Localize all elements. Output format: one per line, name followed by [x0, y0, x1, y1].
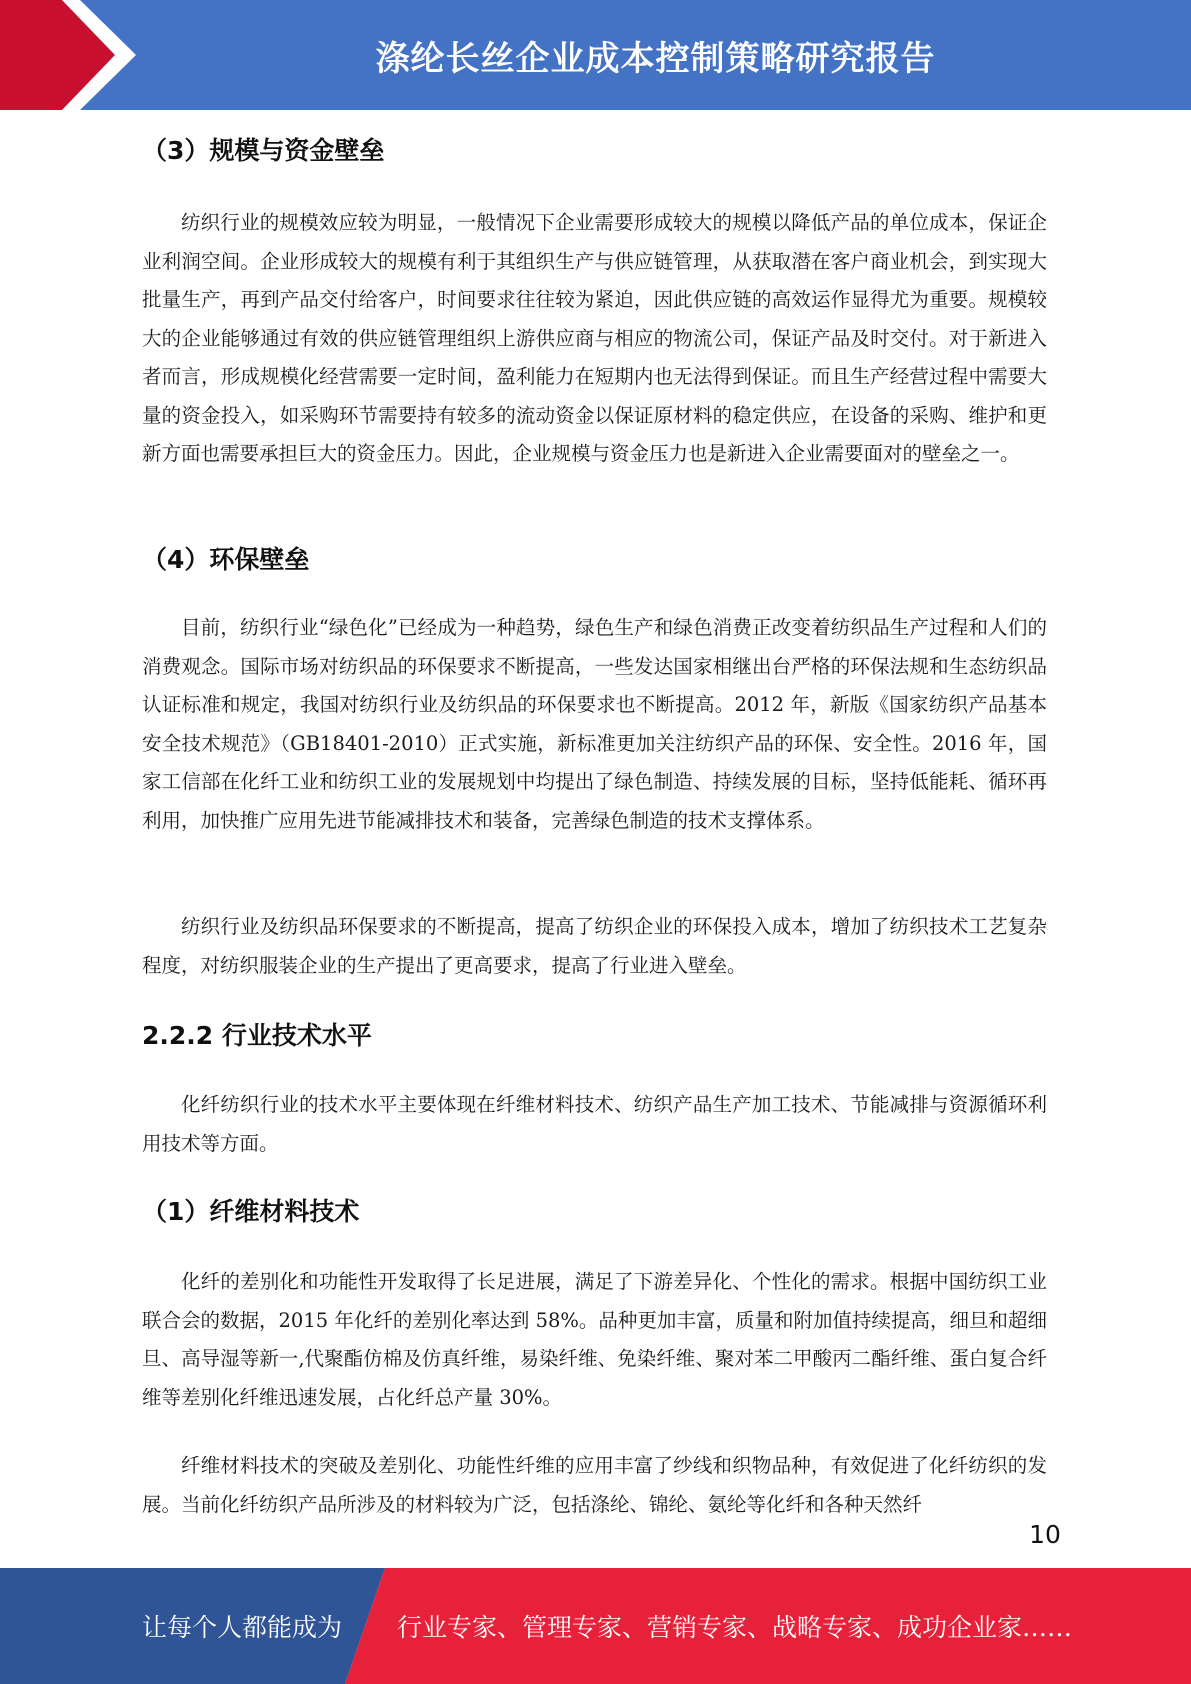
- paragraph-scale-capital: 纺织行业的规模效应较为明显，一般情况下企业需要形成较大的规模以降低产品的单位成本，保证企业利润空间。企业形成较大的规模有利于其组织生产与供应链管理，从获取潜在客户商业机会，到实现大批量生产，再到产品交付给客户，时间要求往往较为紧迫，因此供应链的高效运作显得尤为重要。规模较大的企业能够通过有效的供应链管理组织上游供应商与相应的物流公司，保证产品及时交付。对于新进入者而言，形成规模化经营需要一定时间，盈利能力在短期内也无法得到保证。而且生产经营过程中需要大量的资金投入，如采购环节需要持有较多的流动资金以保证原材料的稳定供应，在设备的采购、维护和更新方面也需要承担巨大的资金压力。因此，企业规模与资金压力也是新进入企业需要面对的壁垒之一。: [142, 211, 1047, 465]
- footer-slogan-left: 让每个人都能成为: [142, 1613, 343, 1642]
- page-number: 10: [1029, 1520, 1061, 1549]
- section-heading-scale-capital: （3）规模与资金壁垒: [142, 136, 385, 165]
- section-heading-tech-level: 2.2.2 行业技术水平: [142, 1021, 372, 1050]
- document-title: 涤纶长丝企业成本控制策略研究报告: [375, 38, 936, 79]
- paragraph-fiber-material-2: 纤维材料技术的突破及差别化、功能性纤维的应用丰富了纱线和织物品种，有效促进了化纤纺织的发展。当前化纤纺织产品所涉及的材料较为广泛，包括涤纶、锦纶、氨纶等化纤和各种天然纤: [142, 1454, 1047, 1516]
- section-heading-environmental: （4）环保壁垒: [142, 545, 310, 574]
- section-heading-fiber-material: （1）纤维材料技术: [142, 1197, 360, 1226]
- footer-band: [0, 1568, 1191, 1684]
- footer-slogan-right: 行业专家、管理专家、营销专家、战略专家、成功企业家……: [397, 1613, 1073, 1642]
- header-band: [0, 0, 1191, 110]
- paragraph-tech-level: 化纤纺织行业的技术水平主要体现在纤维材料技术、纺织产品生产加工技术、节能减排与资源循环利用技术等方面。: [142, 1093, 1047, 1155]
- paragraph-fiber-material-1: 化纤的差别化和功能性开发取得了长足进展，满足了下游差异化、个性化的需求。根据中国纺织工业联合会的数据，2015 年化纤的差别化率达到 58%。品种更加丰富，质量和附加值持续提高，细旦和超细旦、高导湿等新一,代聚酯仿棉及仿真纤维，易染纤维、免染纤维、聚对苯二甲酸丙二酯纤维、蛋白复合纤维等差别化纤维迅速发展，占化纤总产量 30%。: [142, 1270, 1047, 1409]
- paragraph-environmental-1: 目前，纺织行业“绿色化”已经成为一种趋势，绿色生产和绿色消费正改变着纺织品生产过程和人们的消费观念。国际市场对纺织品的环保要求不断提高，一些发达国家相继出台严格的环保法规和生态纺织品认证标准和规定，我国对纺织行业及纺织品的环保要求也不断提高。2012 年，新版《国家纺织产品基本安全技术规范》（GB18401-2010）正式实施，新标准更加关注纺织产品的环保、安全性。2016 年，国家工信部在化纤工业和纺织工业的发展规划中均提出了绿色制造、持续发展的目标，坚持低能耗、循环再利用，加快推广应用先进节能减排技术和装备，完善绿色制造的技术支撑体系。: [142, 616, 1047, 832]
- paragraph-environmental-2: 纺织行业及纺织品环保要求的不断提高，提高了纺织企业的环保投入成本，增加了纺织技术工艺复杂程度，对纺织服装企业的生产提出了更高要求，提高了行业进入壁垒。: [142, 915, 1047, 977]
- header-arrow-graphic: [0, 0, 150, 110]
